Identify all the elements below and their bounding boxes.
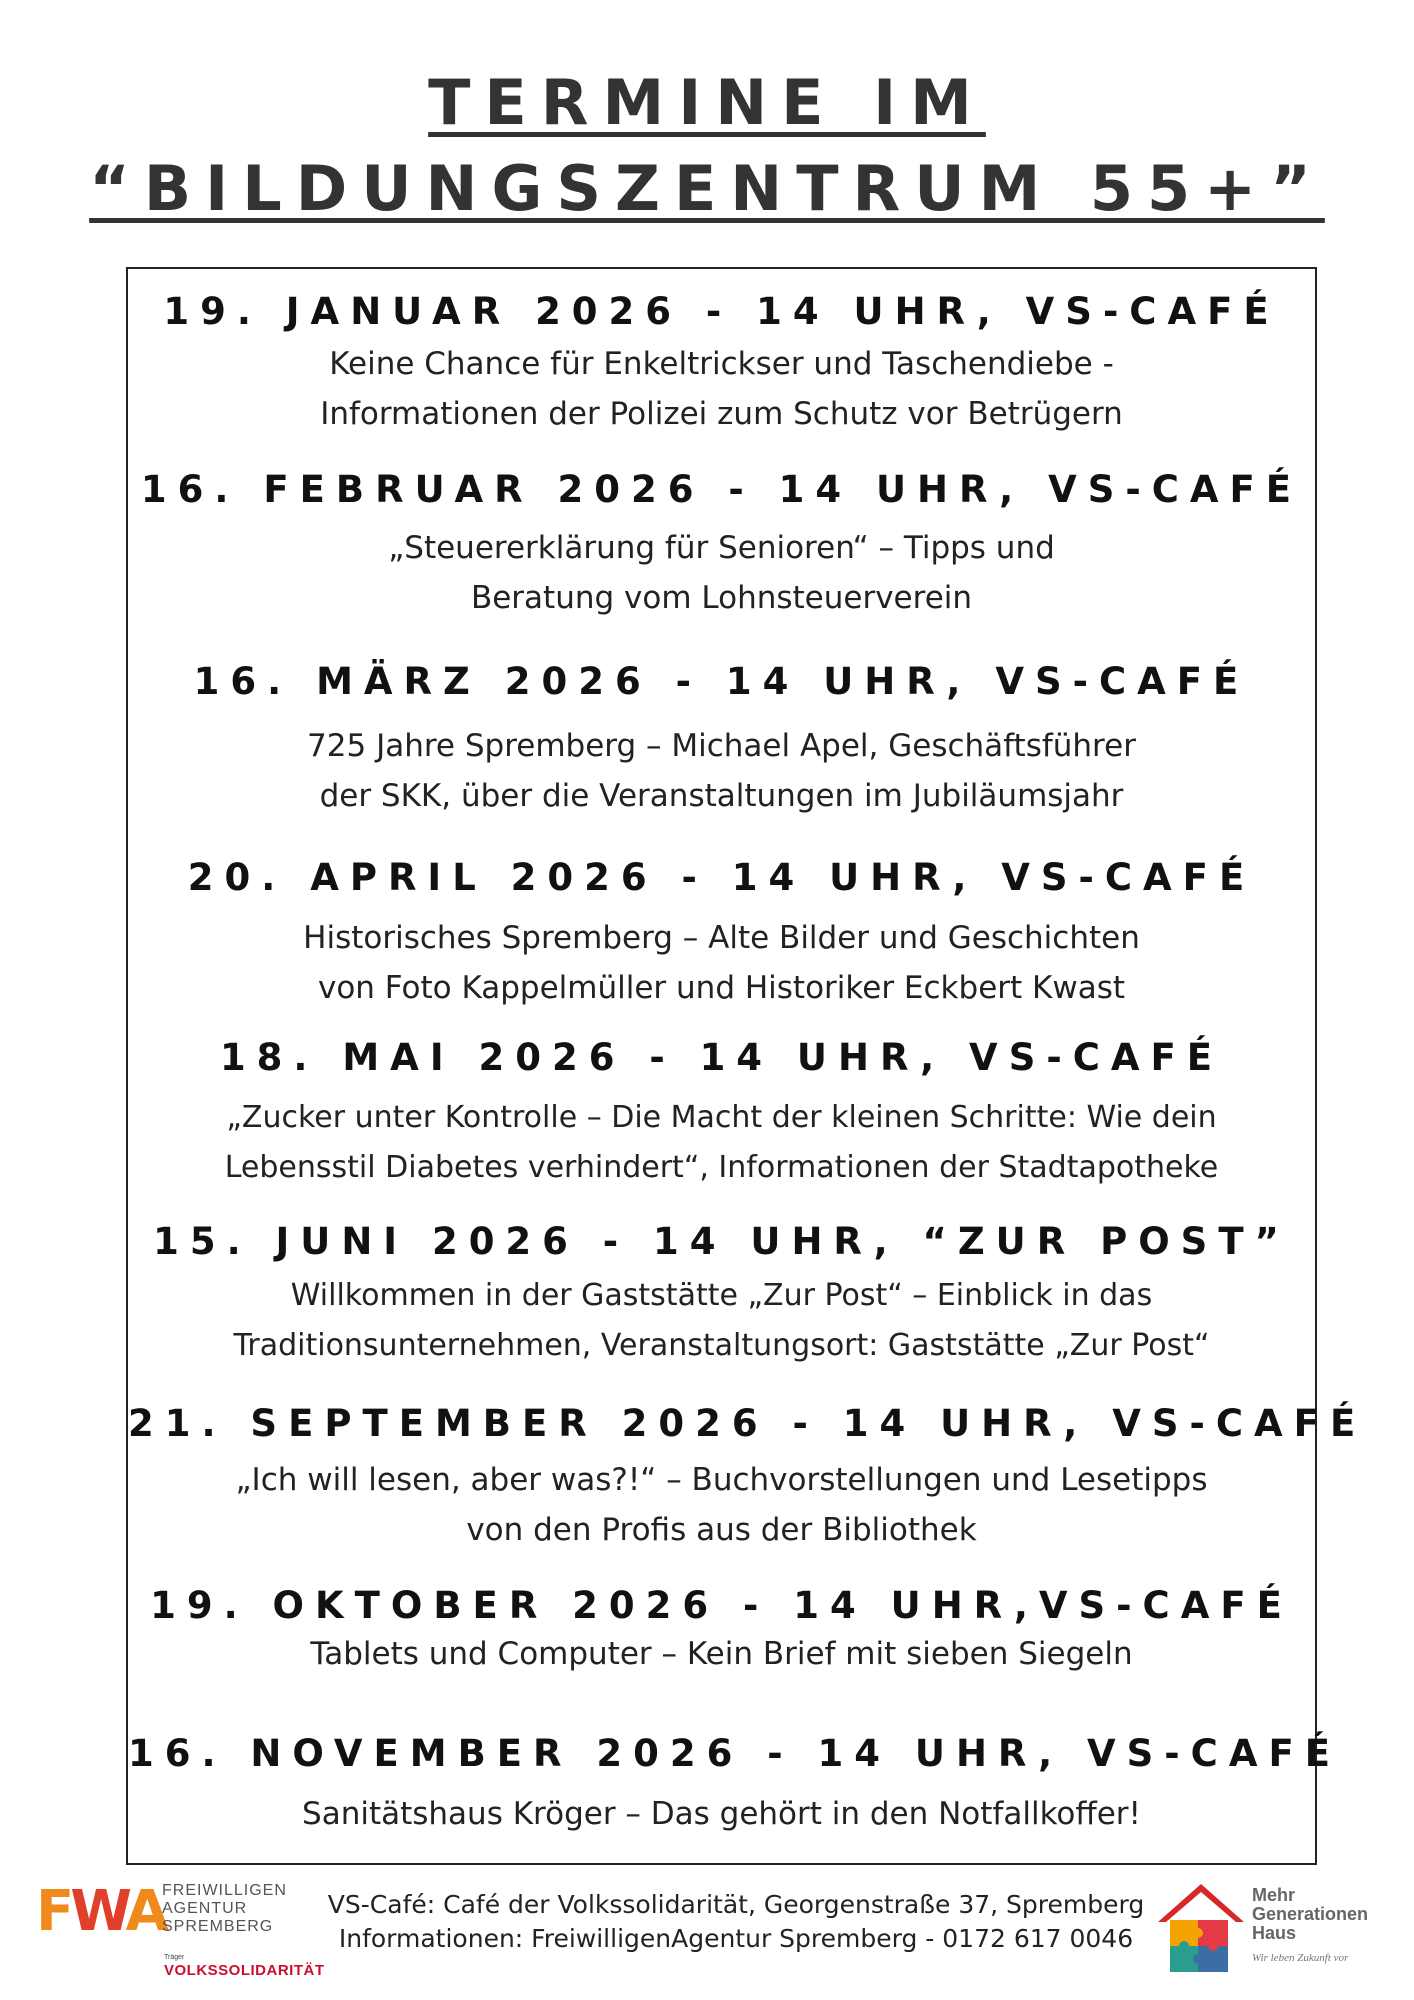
event-september: [128, 1401, 1367, 1555]
event-date: 15. JUNI 2026 - 14 UHR, “ZUR POST”: [153, 1220, 1290, 1263]
mehrgenerationenhaus-logo: [1156, 1880, 1396, 1990]
event-may: [128, 1035, 1315, 1193]
event-date: 20. APRIL 2026 - 14 UHR, VS-CAFÉ: [187, 856, 1256, 899]
event-desc-line: „Zucker unter Kontrolle – Die Macht der kleinen Schritte: Wie dein: [226, 1100, 1217, 1135]
event-desc-line: der SKK, über die Veranstaltungen im Jubiläumsjahr: [319, 778, 1124, 814]
footer: [0, 1880, 1414, 2000]
event-desc-line: Keine Chance für Enkeltrickser und Taschendiebe -: [329, 346, 1114, 382]
event-desc-line: Tablets und Computer – Kein Brief mit sieben Siegeln: [310, 1636, 1133, 1672]
event-date: 16. MÄRZ 2026 - 14 UHR, VS-CAFÉ: [193, 660, 1250, 703]
event-desc-line: Willkommen in der Gaststätte „Zur Post“ – Einblick in das: [290, 1278, 1153, 1313]
events-box: [126, 267, 1367, 1865]
mgh-tagline: Wir leben Zukunft vor: [1252, 1952, 1349, 1964]
event-date: 18. MAI 2026 - 14 UHR, VS-CAFÉ: [219, 1036, 1224, 1079]
event-desc-line: Traditionsunternehmen, Veranstaltungsort: Gaststätte „Zur Post“: [233, 1328, 1210, 1363]
footer-line-address: VS-Café: Café der Volkssolidarität, Georgenstraße 37, Spremberg: [327, 1890, 1145, 1919]
event-february: [128, 467, 1315, 623]
event-date: 21. SEPTEMBER 2026 - 14 UHR, VS-CAFÉ: [128, 1402, 1367, 1445]
page-title-line-1: TERMINE IM: [428, 66, 986, 139]
event-desc-line: Sanitätshaus Kröger – Das gehört in den Notfallkoffer!: [302, 1796, 1141, 1832]
volkssolidaritaet-logo: VOLKSSOLIDARITÄT: [164, 1962, 325, 1979]
event-date: 19. OKTOBER 2026 - 14 UHR,VS-CAFÉ: [150, 1584, 1293, 1627]
footer-line-contact: Informationen: FreiwilligenAgentur Spremberg - 0172 617 0046: [338, 1924, 1134, 1953]
event-november: [128, 1731, 1342, 1839]
event-desc-line: Lebensstil Diabetes verhindert“, Informationen der Stadtapotheke: [224, 1150, 1219, 1185]
event-desc-line: Historisches Spremberg – Alte Bilder und Geschichten: [303, 920, 1140, 956]
event-january: [128, 289, 1315, 439]
mgh-logo-name: Mehr Generationen Haus: [1252, 1885, 1369, 1943]
house-puzzle-icon: [1156, 1880, 1246, 1980]
event-june: [128, 1219, 1315, 1371]
fwa-logo-mark: FWA: [36, 1879, 165, 1944]
event-date: 16. FEBRUAR 2026 - 14 UHR, VS-CAFÉ: [140, 468, 1303, 511]
event-desc-line: Informationen der Polizei zum Schutz vor Betrügern: [320, 396, 1123, 432]
event-desc-line: von den Profis aus der Bibliothek: [466, 1512, 977, 1548]
event-date: 16. NOVEMBER 2026 - 14 UHR, VS-CAFÉ: [128, 1732, 1342, 1775]
page-header: [0, 60, 1414, 232]
page-title-line-2: “BILDUNGSZENTRUM 55+”: [89, 152, 1325, 225]
event-desc-line: von Foto Kappelmüller und Historiker Eckbert Kwast: [317, 970, 1125, 1006]
event-october: [128, 1583, 1315, 1679]
event-march: [128, 659, 1315, 821]
footer-info: [326, 1888, 1146, 1956]
event-desc-line: Beratung vom Lohnsteuerverein: [470, 580, 973, 616]
traeger-label: Träger: [164, 1954, 185, 1961]
fwa-logo-name: FREIWILLIGEN AGENTUR SPREMBERG: [162, 1882, 287, 1935]
event-desc-line: 725 Jahre Spremberg – Michael Apel, Geschäftsführer: [307, 728, 1136, 764]
event-desc-line: „Ich will lesen, aber was?!“ – Buchvorstellungen und Lesetipps: [235, 1462, 1208, 1498]
event-date: 19. JANUAR 2026 - 14 UHR, VS-CAFÉ: [163, 290, 1280, 333]
fwa-logo: [36, 1879, 325, 1980]
event-desc-line: „Steuererklärung für Senioren“ – Tipps und: [388, 530, 1055, 566]
event-april: [128, 855, 1315, 1013]
